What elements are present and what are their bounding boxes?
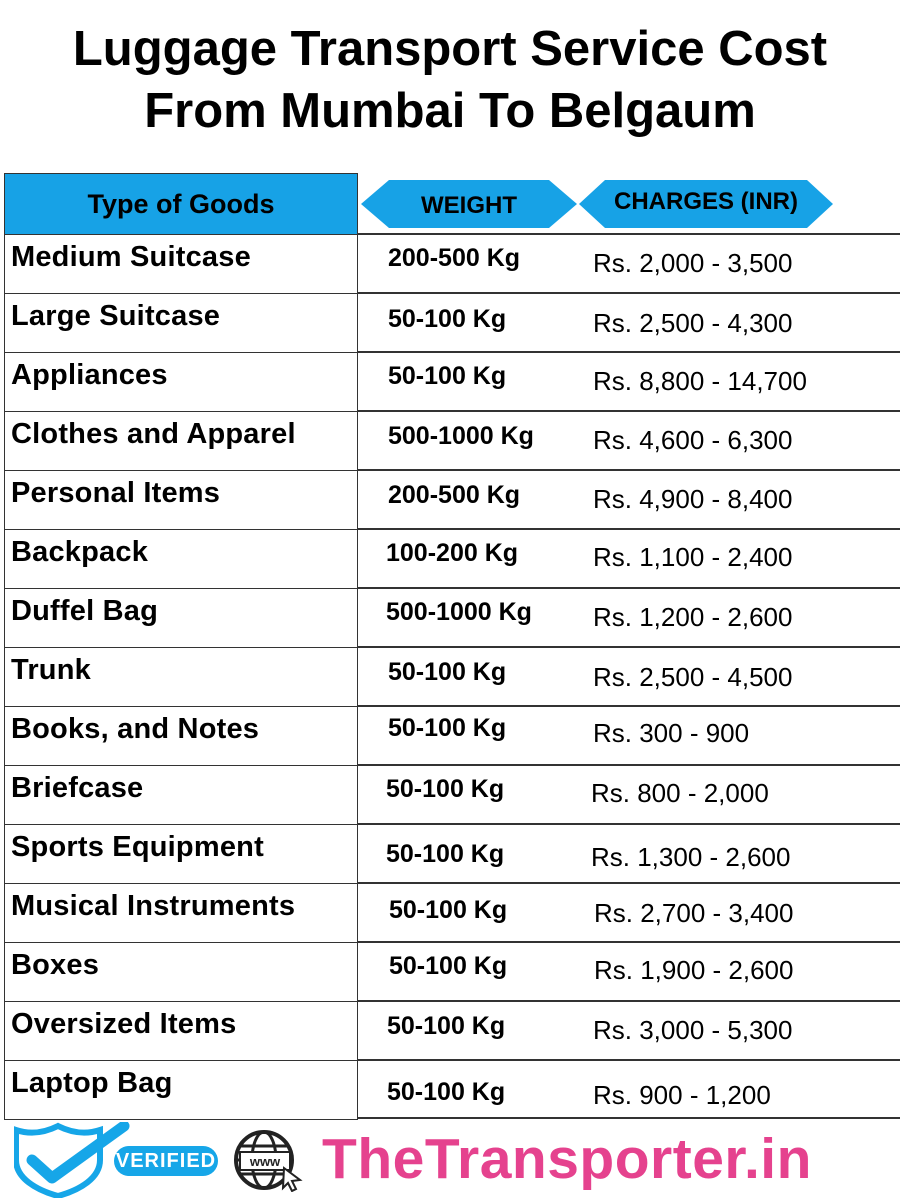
goods-table <box>4 173 358 1120</box>
goods-cell: Musical Instruments <box>11 890 296 922</box>
row-divider <box>358 1000 900 1002</box>
weight-cell: 100-200 Kg <box>386 539 519 567</box>
goods-header: Type of Goods <box>5 174 357 235</box>
charges-header <box>579 180 833 228</box>
goods-cell: Duffel Bag <box>11 595 158 627</box>
charges-cell: Rs. 1,100 - 2,400 <box>593 542 793 572</box>
charges-cell: Rs. 1,200 - 2,600 <box>593 602 793 632</box>
row-divider <box>358 469 900 471</box>
goods-cell: Backpack <box>11 536 149 568</box>
goods-row <box>5 1061 357 1120</box>
goods-cell: Appliances <box>11 359 168 391</box>
weight-header-label: WEIGHT <box>421 192 517 219</box>
weight-header <box>361 180 577 228</box>
weight-cell: 50-100 Kg <box>388 658 507 686</box>
row-divider <box>358 882 900 884</box>
goods-row <box>5 294 357 353</box>
title-line-1: Luggage Transport Service Cost <box>72 22 828 76</box>
goods-row <box>5 648 357 707</box>
brand-name: TheTransporter.in <box>322 1127 812 1191</box>
goods-cell: Briefcase <box>11 772 144 804</box>
charges-cell: Rs. 1,300 - 2,600 <box>591 842 791 872</box>
globe-shape <box>232 1128 304 1192</box>
goods-cell: Oversized Items <box>11 1008 237 1040</box>
goods-cell: Clothes and Apparel <box>11 418 296 450</box>
weight-cell: 500-1000 Kg <box>388 422 534 450</box>
title-line-2: From Mumbai To Belgaum <box>144 84 756 138</box>
charges-cell: Rs. 4,600 - 6,300 <box>593 425 793 455</box>
weight-cell: 200-500 Kg <box>388 481 521 509</box>
weight-cell: 50-100 Kg <box>386 775 505 803</box>
goods-rows <box>5 235 357 1120</box>
goods-row <box>5 825 357 884</box>
weight-cell: 50-100 Kg <box>389 896 508 924</box>
weight-cell: 500-1000 Kg <box>386 598 532 626</box>
goods-cell: Large Suitcase <box>11 300 221 332</box>
weight-cell: 50-100 Kg <box>387 1078 506 1106</box>
goods-cell: Sports Equipment <box>11 831 264 863</box>
row-divider <box>358 941 900 943</box>
weight-cell: 50-100 Kg <box>388 714 507 742</box>
goods-cell: Books, and Notes <box>11 713 260 745</box>
weight-cell: 50-100 Kg <box>389 952 508 980</box>
goods-row <box>5 353 357 412</box>
goods-cell: Personal Items <box>11 477 221 509</box>
goods-row <box>5 707 357 766</box>
row-divider <box>358 233 900 235</box>
goods-cell: Laptop Bag <box>11 1067 173 1099</box>
charges-cell: Rs. 3,000 - 5,300 <box>593 1015 793 1045</box>
weight-cell: 50-100 Kg <box>388 362 507 390</box>
charges-cell: Rs. 800 - 2,000 <box>591 778 769 808</box>
goods-row <box>5 235 357 294</box>
row-divider <box>358 823 900 825</box>
page-title <box>0 18 900 142</box>
goods-row <box>5 1002 357 1061</box>
goods-row <box>5 766 357 825</box>
row-divider <box>358 292 900 294</box>
row-divider <box>358 587 900 589</box>
globe-www-icon <box>232 1128 304 1192</box>
verified-badge <box>14 1122 217 1198</box>
goods-row <box>5 412 357 471</box>
goods-cell: Trunk <box>11 654 91 686</box>
charges-cell: Rs. 2,500 - 4,300 <box>593 308 793 338</box>
verified-label: VERIFIED <box>114 1146 218 1176</box>
charges-cell: Rs. 8,800 - 14,700 <box>593 366 807 396</box>
charges-cell: Rs. 900 - 1,200 <box>593 1080 771 1110</box>
goods-row <box>5 589 357 648</box>
charges-cell: Rs. 2,700 - 3,400 <box>594 898 794 928</box>
charges-header-label: CHARGES (INR) <box>614 188 798 215</box>
charges-cell: Rs. 2,500 - 4,500 <box>593 662 793 692</box>
row-divider <box>358 646 900 648</box>
goods-row <box>5 471 357 530</box>
row-divider <box>358 410 900 412</box>
goods-cell: Medium Suitcase <box>11 241 251 273</box>
charges-cell: Rs. 300 - 900 <box>593 718 750 748</box>
row-divider <box>358 705 900 707</box>
goods-cell: Boxes <box>11 949 100 981</box>
globe-www-text: www <box>249 1154 281 1169</box>
goods-row <box>5 530 357 589</box>
weight-cell: 200-500 Kg <box>388 244 521 272</box>
row-divider <box>358 528 900 530</box>
weight-cell: 50-100 Kg <box>386 840 505 868</box>
row-divider <box>358 764 900 766</box>
charges-cell: Rs. 4,900 - 8,400 <box>593 484 793 514</box>
goods-row <box>5 884 357 943</box>
weight-cell: 50-100 Kg <box>388 305 507 333</box>
goods-row <box>5 943 357 1002</box>
charges-cell: Rs. 2,000 - 3,500 <box>593 248 793 278</box>
charges-cell: Rs. 1,900 - 2,600 <box>594 955 794 985</box>
row-divider <box>358 1059 900 1061</box>
row-divider <box>358 351 900 353</box>
weight-cell: 50-100 Kg <box>387 1012 506 1040</box>
footer <box>0 1118 900 1200</box>
